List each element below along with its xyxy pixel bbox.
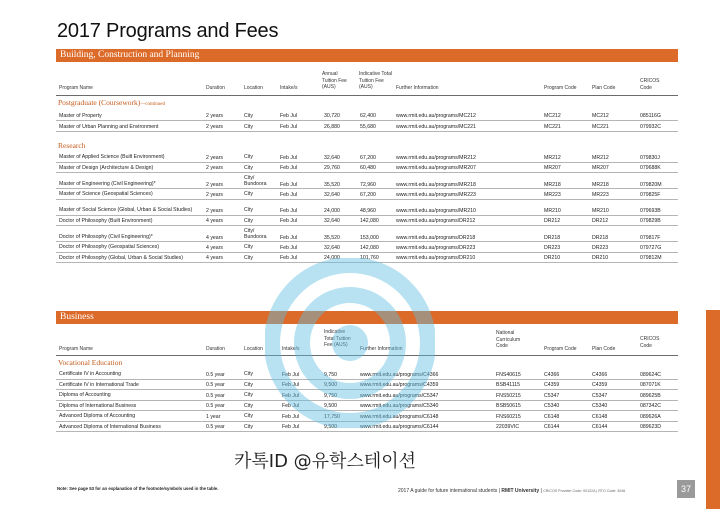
table-row — [56, 163, 678, 174]
col-program-code: Program Code — [544, 85, 577, 91]
cell-further-info: www.rmit.edu.au/programs/MR210 — [396, 208, 476, 214]
cell-duration: 2 years — [206, 154, 224, 161]
cell-national-code: BSB41115 — [496, 382, 521, 388]
col-intakes: Intake/s — [282, 346, 300, 352]
table-row — [56, 173, 678, 189]
cell-total-fee: 142,080 — [360, 244, 379, 251]
cell-total-fee: 48,960 — [360, 208, 376, 214]
cell-duration: 2 years — [206, 165, 224, 171]
group-title-vocational: Vocational Education — [58, 358, 123, 367]
cell-annual-fee: 32,640 — [324, 218, 340, 224]
cell-program-name: Certificate IV in Accounting — [59, 371, 121, 377]
col-plan-code: Plan Code — [592, 85, 616, 91]
cell-program-code: C4366 — [544, 371, 560, 378]
cell-program-code: MC212 — [544, 112, 561, 119]
header-divider — [56, 95, 678, 96]
cell-location: City — [244, 164, 253, 171]
table-row — [56, 226, 678, 242]
cell-annual-fee: 24,000 — [324, 208, 340, 214]
group-title-postgraduate — [58, 98, 165, 107]
watermark-target-icon — [265, 258, 435, 428]
cell-plan-code: MR212 — [592, 154, 609, 161]
cell-further-info: www.rmit.edu.au/programs/MR218 — [396, 181, 476, 188]
cell-cricos-code: 089625B — [640, 392, 661, 399]
cell-plan-code: C4366 — [592, 371, 608, 378]
cell-annual-fee: 29,760 — [324, 165, 340, 171]
cell-cricos-code: 089626A — [640, 413, 661, 420]
cell-program-code: C5347 — [544, 392, 560, 399]
cell-plan-code: MR207 — [592, 165, 609, 171]
cell-duration: 0.5 year — [206, 371, 225, 378]
cell-total-fee: 101,760 — [360, 255, 379, 261]
cell-plan-code: MC221 — [592, 123, 609, 130]
cell-location: City — [244, 154, 253, 160]
cell-national-code: BSB50615 — [496, 403, 521, 409]
cell-annual-fee: 32,640 — [324, 154, 340, 161]
cell-program-code: DR212 — [544, 218, 561, 224]
cell-intake: Feb Jul — [280, 154, 298, 161]
cell-national-code: FNS60215 — [496, 413, 521, 420]
cell-location: City — [244, 254, 253, 261]
cell-annual-fee: 35,520 — [324, 181, 340, 188]
cell-total-fee: 67,200 — [360, 154, 376, 161]
cell-total-fee: 142,080 — [360, 218, 379, 224]
cell-national-code: FNS50215 — [496, 392, 521, 399]
cell-further-info: www.rmit.edu.au/programs/MR223 — [396, 191, 476, 198]
cell-cricos-code: 079820M — [640, 181, 662, 188]
footnote: Note: See page 53 for an explanation of the footnote/symbols used in the table. — [57, 486, 219, 491]
cell-intake: Feb Jul — [280, 191, 298, 198]
cell-intake: Feb Jul — [280, 165, 298, 171]
cell-cricos-code: 087342C — [640, 403, 662, 409]
cell-total-fee: 9,750 — [324, 371, 337, 378]
cell-plan-code: C4359 — [592, 382, 608, 388]
cell-program-code: MR223 — [544, 191, 561, 198]
cell-further-info: www.rmit.edu.au/programs/DR212 — [396, 218, 476, 224]
cell-duration: 4 years — [206, 234, 224, 241]
cell-duration: 0.5 year — [206, 403, 225, 409]
cell-cricos-code: 089623D — [640, 424, 662, 430]
cell-further-info: www.rmit.edu.au/programs/DR210 — [396, 255, 476, 261]
cell-plan-code: MC212 — [592, 112, 609, 119]
cell-plan-code: C6148 — [592, 413, 608, 420]
page-number: 37 — [677, 480, 695, 498]
table-row — [56, 242, 678, 253]
cell-intake: Feb Jul — [280, 112, 298, 119]
cell-program-name: Diploma of Accounting — [59, 392, 111, 398]
cell-location: City — [244, 371, 253, 377]
cell-total-fee: 9,750 — [324, 392, 337, 399]
cell-intake: Feb Jul — [282, 392, 300, 399]
cell-duration: 0.5 year — [206, 392, 225, 399]
cell-plan-code: DR210 — [592, 255, 609, 261]
cell-location: City — [244, 244, 253, 250]
col-intakes: Intake/s — [280, 85, 298, 91]
cell-location: City — [244, 392, 253, 398]
cell-total-fee: 67,200 — [360, 191, 376, 198]
cell-program-name: Master of Urban Planning and Environment — [59, 123, 159, 130]
cell-cricos-code: 079727G — [640, 244, 662, 251]
cell-plan-code: MR210 — [592, 208, 609, 214]
cell-intake: Feb Jul — [282, 413, 300, 420]
col-program-code: Program Code — [544, 346, 577, 352]
cell-location: City/ Bundoora — [244, 174, 267, 187]
cell-duration: 2 years — [206, 123, 224, 130]
cell-program-code: MR212 — [544, 154, 561, 161]
footer: 2017 A guide for future international students | RMIT University | CRICOS Provider Code: 00122A | RTO Code: 3046 — [398, 488, 626, 494]
cell-further-info: www.rmit.edu.au/programs/DR223 — [396, 244, 476, 251]
col-duration: Duration — [206, 85, 225, 91]
cell-further-info: www.rmit.edu.au/programs/MC212 — [396, 112, 476, 119]
cell-duration: 4 years — [206, 255, 224, 261]
cell-program-name: Master of Property — [59, 112, 102, 119]
cell-duration: 0.5 year — [206, 382, 225, 388]
cell-cricos-code: 079830J — [640, 154, 660, 161]
cell-location: City — [244, 217, 253, 224]
section-header-building: Building, Construction and Planning — [56, 49, 678, 62]
page-title: 2017 Programs and Fees — [57, 20, 279, 42]
group-title-text: Postgraduate (Coursework) — [58, 98, 141, 107]
cell-cricos-code: 087071K — [640, 382, 661, 388]
cell-total-fee: 9,500 — [324, 382, 337, 388]
footer-title: 2017 A guide for future international students — [398, 488, 498, 494]
cell-intake: Feb Jul — [280, 181, 298, 188]
footer-org: RMIT University — [501, 488, 540, 494]
cell-location: City/ Bundoora — [244, 227, 267, 240]
cell-annual-fee: 32,640 — [324, 191, 340, 198]
cell-annual-fee: 24,000 — [324, 255, 340, 261]
cell-duration: 1 year — [206, 413, 221, 420]
table-row — [56, 152, 678, 163]
cell-cricos-code: 089624C — [640, 371, 662, 378]
cell-further-info: www.rmit.edu.au/programs/C4366 — [360, 371, 439, 378]
col-national-code: National Curriculum Code — [496, 330, 521, 349]
cell-total-fee: 9,500 — [324, 403, 337, 409]
cell-intake: Feb Jul — [280, 123, 298, 130]
cell-plan-code: C5340 — [592, 403, 608, 409]
cell-location: City — [244, 207, 253, 213]
cell-program-code: MC221 — [544, 123, 561, 130]
cell-plan-code: C5347 — [592, 392, 608, 399]
table-row — [56, 121, 678, 132]
cell-annual-fee: 32,640 — [324, 244, 340, 251]
cell-further-info: www.rmit.edu.au/programs/MR212 — [396, 154, 476, 161]
cell-plan-code: DR212 — [592, 218, 609, 224]
cell-location: City — [244, 423, 253, 430]
cell-total-fee: 72,960 — [360, 181, 376, 188]
cell-duration: 2 years — [206, 181, 224, 188]
cell-program-name: Doctor of Philosophy (Civil Engineering)* — [59, 233, 153, 240]
cell-intake: Feb Jul — [280, 208, 298, 214]
cell-program-code: DR223 — [544, 244, 561, 251]
cell-total-fee: 9,500 — [324, 424, 337, 430]
cell-cricos-code: 079825F — [640, 191, 661, 198]
cell-location: City — [244, 381, 253, 388]
cell-annual-fee: 26,880 — [324, 123, 340, 130]
cell-further-info: www.rmit.edu.au/programs/MC221 — [396, 123, 476, 130]
table-row — [56, 189, 678, 200]
cell-further-info: www.rmit.edu.au/programs/MR207 — [396, 165, 476, 171]
cell-program-name: Advanced Diploma of Accounting — [59, 413, 136, 419]
cell-further-info: www.rmit.edu.au/programs/C4359 — [360, 382, 439, 388]
cell-further-info: www.rmit.edu.au/programs/C5347 — [360, 392, 439, 399]
cell-program-name: Doctor of Philosophy (Built Environment) — [59, 217, 153, 224]
cell-national-code: 22039VIC — [496, 424, 520, 430]
group-subtitle: —continued — [140, 102, 165, 107]
col-annual-fee: Annual Tuition Fee (AUS) — [322, 71, 347, 90]
cell-annual-fee: 35,520 — [324, 234, 340, 241]
cell-further-info: www.rmit.edu.au/programs/DR218 — [396, 234, 476, 241]
cell-annual-fee: 30,720 — [324, 112, 340, 119]
col-program-name: Program Name — [59, 85, 93, 91]
col-program-name: Program Name — [59, 346, 93, 352]
cell-program-name: Diploma of International Business — [59, 402, 137, 409]
cell-intake: Feb Jul — [280, 234, 298, 241]
table-row — [56, 200, 678, 216]
cell-duration: 2 years — [206, 191, 224, 198]
cell-plan-code: MR218 — [592, 181, 609, 188]
cell-program-name: Doctor of Philosophy (Geospatial Sciences) — [59, 244, 160, 250]
cell-program-code: C6144 — [544, 424, 560, 430]
cell-duration: 4 years — [206, 244, 224, 251]
table-header-building — [56, 68, 678, 94]
table-row — [56, 110, 678, 121]
cell-cricos-code: 079812M — [640, 255, 662, 261]
cell-national-code: FNS40615 — [496, 371, 521, 378]
cell-program-code: C5340 — [544, 403, 560, 409]
cell-intake: Feb Jul — [280, 255, 298, 261]
cell-total-fee: 55,680 — [360, 123, 376, 130]
cell-cricos-code: 079932C — [640, 123, 662, 130]
cell-plan-code: C6144 — [592, 424, 608, 430]
cell-program-name: Doctor of Philosophy (Global, Urban & Social Studies) — [59, 254, 183, 261]
col-plan-code: Plan Code — [592, 346, 616, 352]
cell-program-code: MR218 — [544, 181, 561, 188]
cell-plan-code: DR218 — [592, 234, 609, 241]
cell-total-fee: 60,480 — [360, 165, 376, 171]
table-row — [56, 216, 678, 227]
col-location: Location — [244, 85, 263, 91]
cell-intake: Feb Jul — [282, 403, 300, 409]
cell-program-code: DR210 — [544, 255, 561, 261]
cell-intake: Feb Jul — [280, 218, 298, 224]
cell-duration: 4 years — [206, 218, 224, 224]
cell-duration: 2 years — [206, 208, 224, 214]
cell-program-code: MR210 — [544, 208, 561, 214]
col-cricos-code: CRICOS Code — [640, 78, 660, 91]
col-cricos-code: CRICOS Code — [640, 336, 660, 349]
cell-program-name: Master of Design (Architecture & Design) — [59, 164, 154, 171]
cell-location: City — [244, 402, 253, 409]
cell-duration: 2 years — [206, 112, 224, 119]
cell-intake: Feb Jul — [282, 382, 300, 388]
cell-cricos-code: 079688K — [640, 165, 661, 171]
cell-cricos-code: 079829B — [640, 218, 661, 224]
cell-program-name: Advanced Diploma of International Business — [59, 423, 161, 430]
cell-intake: Feb Jul — [282, 424, 300, 430]
cell-total-fee: 17,750 — [324, 413, 340, 420]
cell-further-info: www.rmit.edu.au/programs/C5340 — [360, 403, 439, 409]
cell-total-fee: 153,000 — [360, 234, 379, 241]
cell-plan-code: MR223 — [592, 191, 609, 198]
cell-program-name: Master of Science (Geospatial Sciences) — [59, 191, 153, 197]
cell-program-code: DR218 — [544, 234, 561, 241]
cell-program-name: Master of Applied Science (Built Environment) — [59, 154, 165, 160]
group-title-research: Research — [58, 141, 86, 150]
cell-program-code: C6148 — [544, 413, 560, 420]
cell-program-name: Master of Social Science (Global, Urban & Social Studies) — [59, 207, 193, 213]
col-duration: Duration — [206, 346, 225, 352]
cell-location: City — [244, 413, 253, 419]
cell-program-name: Master of Engineering (Civil Engineering)* — [59, 180, 156, 187]
col-further-info: Further Information — [360, 346, 403, 352]
col-total-fee: Indicative Total Tuition Fee (AUS) — [324, 329, 351, 348]
cell-program-name: Certificate IV in International Trade — [59, 381, 139, 388]
cell-further-info: www.rmit.edu.au/programs/C6148 — [360, 413, 439, 420]
footer-codes: CRICOS Provider Code: 00122A | RTO Code: 3046 — [543, 489, 626, 493]
section-header-business: Business — [56, 311, 678, 324]
cell-cricos-code: 085116G — [640, 112, 661, 119]
cell-total-fee: 62,400 — [360, 112, 376, 119]
cell-plan-code: DR223 — [592, 244, 609, 251]
cell-further-info: www.rmit.edu.au/programs/C6144 — [360, 424, 439, 430]
cell-program-code: C4359 — [544, 382, 560, 388]
col-location: Location — [244, 346, 263, 352]
cell-program-code: MR207 — [544, 165, 561, 171]
cell-cricos-code: 079817F — [640, 234, 661, 241]
side-accent-bar — [706, 310, 720, 509]
cell-intake: Feb Jul — [282, 371, 300, 378]
col-total-fee: Indicative Total Tuition Fee (AUS) — [359, 71, 392, 90]
watermark-text: 카톡ID @유학스테이션 — [234, 451, 416, 472]
col-further-info: Further Information — [396, 85, 439, 91]
cell-location: City — [244, 191, 253, 197]
cell-cricos-code: 079693B — [640, 208, 661, 214]
cell-duration: 0.5 year — [206, 424, 225, 430]
cell-intake: Feb Jul — [280, 244, 298, 251]
cell-location: City — [244, 112, 253, 119]
cell-location: City — [244, 123, 253, 130]
